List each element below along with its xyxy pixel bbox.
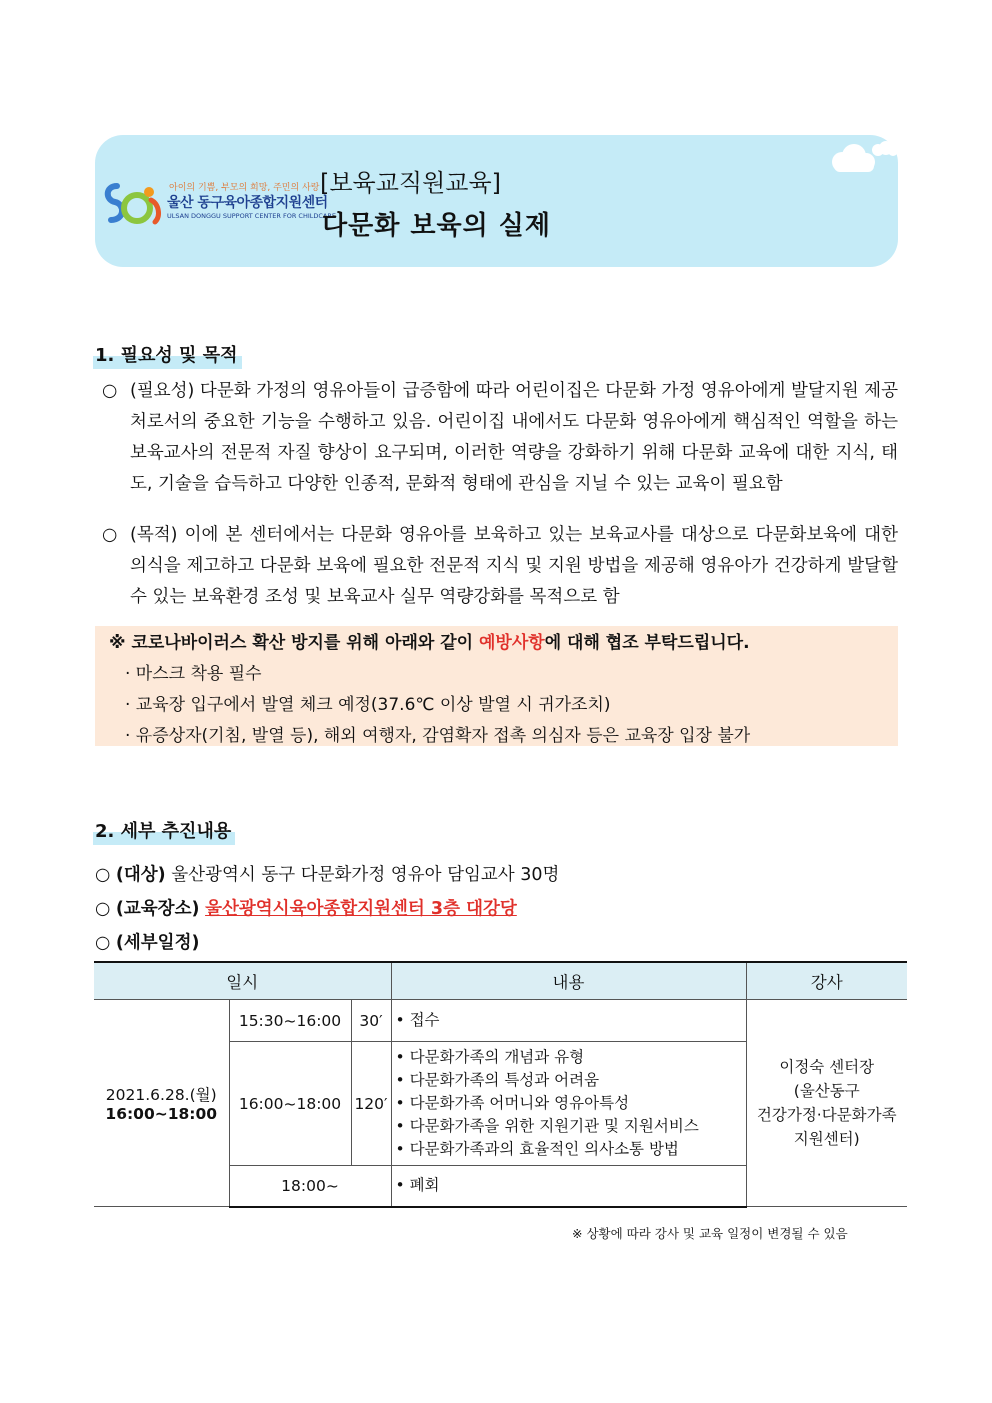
table-row [94, 1000, 907, 1042]
time-cell: 18:00~ [229, 1166, 391, 1207]
notice-item: · 유증상자(기침, 발열 등), 해외 여행자, 감염확자 접촉 의심자 등은 교육장 입장 불가 [125, 726, 751, 746]
header-datetime: 일시 [94, 962, 391, 1000]
date-value: 2021.6.28.(월) [105, 1086, 217, 1104]
center-logo [103, 178, 336, 230]
content-cell: • 폐회 [391, 1166, 746, 1207]
header-instructor: 강사 [746, 962, 907, 1000]
target-label: (대상) [115, 865, 166, 885]
necessity-paragraph [102, 376, 898, 500]
notice-item: · 마스크 착용 필수 [125, 664, 262, 684]
footnote: ※ 상황에 따라 강사 및 교육 일정이 변경될 수 있음 [572, 1226, 848, 1241]
place-value: 울산광역시육아종합지원센터 3층 대강당 [205, 899, 517, 919]
schedule-table [94, 961, 907, 1208]
content-cell: • 다문화가족의 개념과 유형 • 다문화가족의 특성과 어려움 • 다문화가족 어머니와 영유아특성 • 다문화가족을 위한 지원기관 및 지원서비스 • 다문화가족과의 효율적인 의사소통 방법 [391, 1042, 746, 1166]
header-content: 내용 [391, 962, 746, 1000]
logo-icon [103, 178, 167, 230]
time-cell: 15:30~16:00 [229, 1000, 351, 1042]
cloud-icon [820, 140, 900, 180]
time-cell: 16:00~18:00 [229, 1042, 351, 1166]
document-category: [보육교직원교육] [320, 169, 502, 197]
place-label: (교육장소) [115, 899, 200, 919]
target-line: ○ (대상) 울산광역시 동구 다문화가정 영유아 담임교사 30명 [95, 865, 560, 885]
table-header-row [94, 962, 907, 1000]
place-line: ○ (교육장소) 울산광역시육아종합지원센터 3층 대강당 [95, 899, 517, 919]
notice-title: ※ 코로나바이러스 확산 방지를 위해 아래와 같이 예방사항에 대해 협조 부탁드립니다. [109, 633, 750, 653]
section-heading-details: 2. 세부 추진내용 [93, 816, 235, 845]
purpose-text: (목적) 이에 본 센터에서는 다문화 영유아를 보육하고 있는 보육교사를 대상으로 다문화보육에 대한 의식을 제고하고 다문화 보육에 필요한 전문적 지식 및 지원 방법을 제공해 영유아가 건강하게 발달할 수 있는 보육환경 조성 및 보육교사 실무 역량강화를 목적으로 함 [130, 525, 898, 607]
covid-notice-box [95, 626, 898, 746]
instructor-cell: 이정숙 센터장 (울산동구 건강가정·다문화가족 지원센터) [746, 1000, 907, 1207]
time-range: 16:00~18:00 [105, 1105, 218, 1123]
duration-cell: 30′ [351, 1000, 391, 1042]
date-cell [94, 1000, 229, 1207]
bullet-circle: ○ [102, 525, 118, 545]
bullet-circle: ○ [102, 381, 118, 401]
section-heading-purpose: 1. 필요성 및 목적 [93, 340, 242, 369]
schedule-label: (세부일정) [115, 933, 200, 953]
content-cell: • 접수 [391, 1000, 746, 1042]
necessity-text: (필요성) 다문화 가정의 영유아들이 급증함에 따라 어린이집은 다문화 가정 영유아에게 발달지원 제공처로서의 중요한 기능을 수행하고 있음. 어린이집 내에서도 다문화 영유아에게 핵심적인 역할을 하는 보육교사의 전문적 자질 향상이 요구되며, 이러한 역량을 강화하기 위해 다문화 교육에 대한 지식, 태도, 기술을 습득하고 다양한 인종적, 문화적 형태에 관심을 지닐 수 있는 교육이 필요함 [130, 381, 898, 494]
logo-name: 울산 동구육아종합지원센터 [167, 195, 328, 211]
duration-cell: 120′ [351, 1042, 391, 1166]
document-title: 다문화 보육의 실제 [322, 211, 552, 241]
logo-english-name: ULSAN DONGGU SUPPORT CENTER FOR CHILDCARE [167, 212, 336, 220]
target-value: 울산광역시 동구 다문화가정 영유아 담임교사 30명 [171, 865, 560, 885]
notice-item: · 교육장 입구에서 발열 체크 예정(37.6℃ 이상 발열 시 귀가조치) [125, 695, 611, 715]
notice-highlight: 예방사항 [478, 633, 545, 653]
purpose-paragraph [102, 520, 898, 613]
logo-tagline: 아이의 기쁨, 부모의 희망, 주민의 사랑 [169, 183, 320, 193]
schedule-line: ○ (세부일정) [95, 933, 200, 953]
